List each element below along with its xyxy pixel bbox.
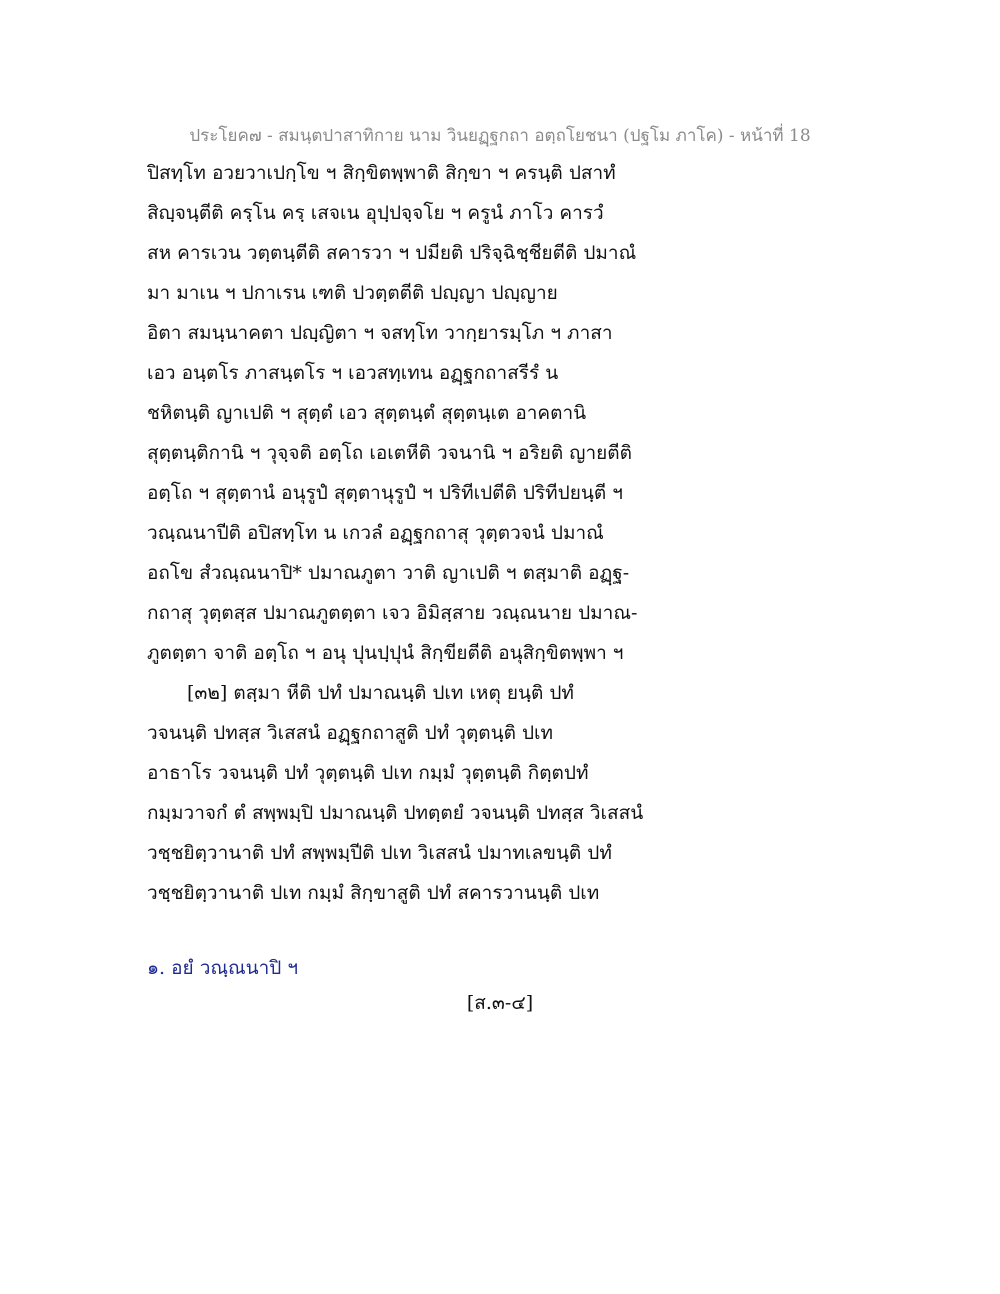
text-line: ชหิตนฺติ ญาเปติ ฯ สุตฺตํ เอว สุตฺตนฺตํ สุตฺตนฺเต อาคตานิ [147,402,587,424]
text-line: สห คารเวน วตฺตนฺตีติ สคารวา ฯ ปมียติ ปริจฺฉิชฺชียตีติ ปมาณํ [147,242,637,264]
text-line: สุตฺตนฺติกานิ ฯ วุจฺจติ อตฺโถ เอเตหีติ วจนานิ ฯ อริยติ ญายตีติ [147,442,632,464]
text-line: วณฺณนาปีติ อปิสทฺโท น เกวลํ อฏฺฐกถาสุ วุตฺตวจนํ ปมาณํ [147,522,604,544]
text-line: อถโข สํวณฺณนาปิ* ปมาณภูตา วาติ ญาเปติ ฯ ตสฺมาติ อฏฺฐ- [147,562,630,584]
footnote: ๑. อยํ วณฺณนาปิ ฯ [147,957,299,979]
page-reference: [ส.๓-๔] [466,992,534,1014]
text-line: อาธาโร วจนนฺติ ปทํ วุตฺตนฺติ ปเท กมฺมํ วุตฺตนฺติ กิตฺตปทํ [147,762,589,784]
text-line: ปิสทฺโท อวยวาเปกฺโข ฯ สิกฺขิตพฺพาติ สิกฺขา ฯ ครนฺติ ปสาทํ [147,162,616,184]
paragraph-start-line: [๓๒] ตสฺมา หีติ ปทํ ปมาณนฺติ ปเท เหตุ ยนฺติ ปทํ [187,682,574,704]
text-line: กถาสุ วุตฺตสฺส ปมาณภูตตฺตา เจว อิมิสฺสาย วณฺณนาย ปมาณ- [147,602,638,624]
text-line: สิญฺจนฺตีติ ครฺโน ครฺ เสจเน อุปฺปจฺจโย ฯ ครูนํ ภาโว คารวํ [147,202,604,224]
text-line: อิตา สมนฺนาคตา ปญฺญิตา ฯ จสทฺโท วากฺยารมฺโภ ฯ ภาสา [147,322,613,344]
text-line: มา มาเน ฯ ปกาเรน เฑติ ปวตฺตตีติ ปญฺญา ปญฺญาย [147,282,558,304]
text-line: วชฺชยิตฺวานาติ ปเท กมฺมํ สิกฺขาสูติ ปทํ สคารวานนฺติ ปเท [147,882,600,904]
text-line: วจนนฺติ ปทสฺส วิเสสนํ อฏฺฐกถาสูติ ปทํ วุตฺตนฺติ ปเท [147,722,554,744]
text-line: เอว อนฺตโร ภาสนฺตโร ฯ เอวสทฺเทน อฏฺฐกถาสรีรํ น [147,362,559,384]
body-text [147,157,867,917]
running-header: ประโยค๗ - สมนฺตปาสาทิกาย นาม วินยฏฺฐกถา อตฺถโยชนา (ปฐโม ภาโค) - หน้าที่ 18 [189,126,811,146]
text-line: กมฺมวาจกํ ตํ สพฺพมฺปิ ปมาณนฺติ ปทตฺตยํ วจนนฺติ ปทสฺส วิเสสนํ [147,802,644,824]
text-line: อตฺโถ ฯ สุตฺตานํ อนุรูปํ สุตฺตานุรูปํ ฯ ปริทีเปตีติ ปริทีปยนฺตี ฯ [147,482,623,504]
text-line: วชฺชยิตฺวานาติ ปทํ สพฺพมฺปีติ ปเท วิเสสนํ ปมาทเลขนฺติ ปทํ [147,842,612,864]
text-line: ภูตตฺตา จาติ อตฺโถ ฯ อนุ ปุนปฺปุนํ สิกฺขียตีติ อนุสิกฺขิตพฺพา ฯ [147,642,624,664]
